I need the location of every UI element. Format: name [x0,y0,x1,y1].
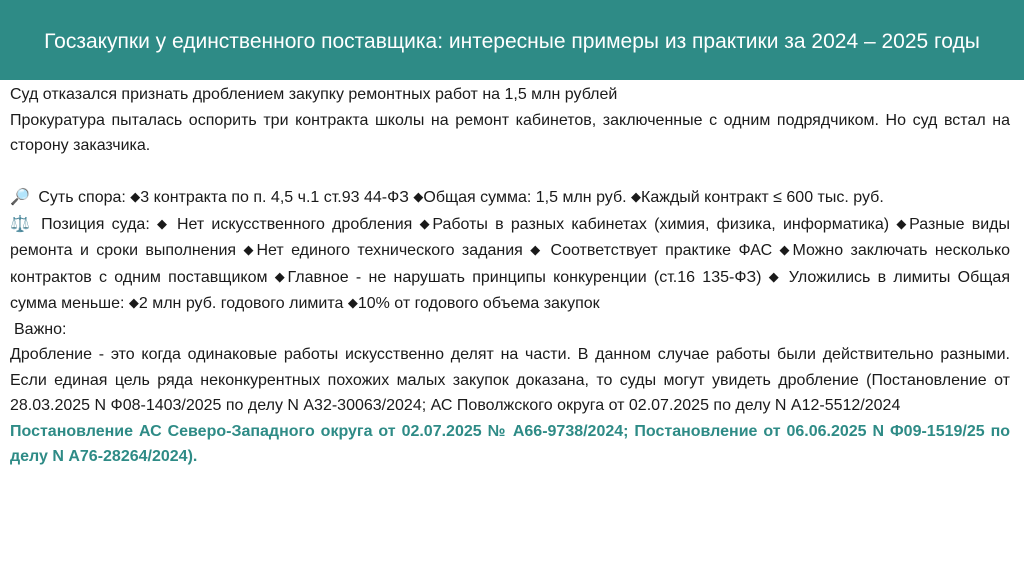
court-item: Можно заключать несколько контрактов с одним поставщиком [10,242,1011,286]
court-item: Соответствует практике ФАС [550,242,773,259]
slide-body [10,82,1010,470]
important-label: Важно: [14,320,67,338]
bullet-mark-icon: ◆ [130,189,141,204]
dispute-item: Каждый контракт ≤ 600 тыс. руб. [641,189,884,206]
dispute-item: 3 контракта по п. 4,5 ч.1 ст.93 44-ФЗ [140,189,409,206]
court-item: Работы в разных кабинетах (химия, физика, информатика) [432,215,890,233]
bullet-mark-icon: ◆ [274,268,288,284]
bullet-mark-icon: ◆ [768,268,782,284]
bullet-mark-icon: ◆ [631,189,642,204]
court-item: 2 млн руб. годового лимита [138,295,344,312]
court-item: 10% от годового объема закупок [357,295,600,312]
court-item: Разные виды ремонта и сроки выполнения [10,215,1010,259]
magnifier-icon: 🔎 [10,189,30,206]
spacer [10,159,1010,185]
scales-icon: ⚖️ [10,215,30,233]
court-label: Позиция суда: [41,215,150,233]
court-item: Главное - не нарушать принципы конкуренции (ст.16 135-ФЗ) [287,268,762,286]
bullet-mark-icon: ◆ [156,215,170,231]
bullet-mark-icon: ◆ [128,295,139,310]
bullet-mark-icon: ◆ [413,189,424,204]
case-intro: Прокуратура пыталась оспорить три контракта школы на ремонт кабинетов, заключенные с одним подрядчиком. Но суд встал на сторону заказчика. [10,111,1010,154]
bullet-mark-icon: ◆ [243,242,257,257]
bullet-mark-icon: ◆ [419,215,433,231]
dispute-paragraph [10,184,1010,211]
bullet-mark-icon: ◆ [347,295,358,310]
dispute-label: Суть спора: [38,189,126,206]
page-title: Госзакупки у единственного поставщика: интересные примеры из практики за 2024 – 2025 годы [44,30,980,53]
court-item: Нет единого технического задания [256,242,523,259]
bullet-mark-icon: ◆ [530,242,544,257]
bullet-mark-icon: ◆ [896,215,910,231]
court-item: Уложились в лимиты Общая сумма меньше: [10,268,1010,312]
court-references: Постановление АС Северо-Западного округа от 02.07.2025 № А66-9738/2024; Постановление от 06.06.2025 N Ф09-1519/25 по делу N А76-28264/2024). [10,422,1010,465]
court-paragraph [10,211,1010,317]
bullet-mark-icon: ◆ [779,242,793,257]
title-bar [0,0,1024,80]
case-heading: Суд отказался признать дроблением закупку ремонтных работ на 1,5 млн рублей [10,86,618,103]
important-text: Дробление - это когда одинаковые работы искусственно делят на части. В данном случае работы были действительно разными. Если единая цель ряда неконкурентных похожих малых закупок доказана, то суды могут увидеть дробление (Постановление от 28.03.2025 N Ф08-1403/2025 по делу N А32-30063/2024; АС Поволжского округа от 02.07.2025 по делу N А12-5512/2024 [10,346,1010,414]
court-item: Нет искусственного дробления [176,215,413,233]
dispute-item: Общая сумма: 1,5 млн руб. [423,189,627,206]
